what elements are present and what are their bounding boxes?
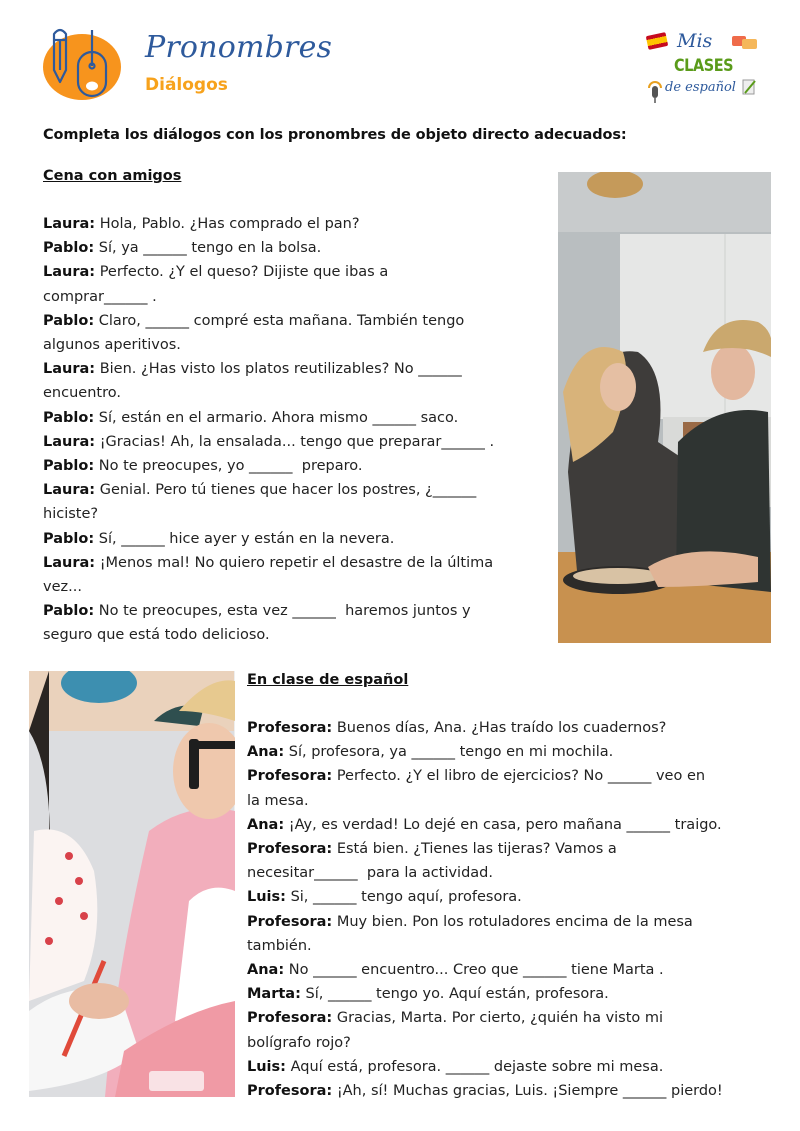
speaker-name: Laura: xyxy=(43,433,96,450)
dialog-text: No te preocupes, esta vez ______ haremos juntos y xyxy=(94,603,471,620)
dialog-text: necesitar______ para la actividad. xyxy=(247,865,493,882)
brand-line2: CLASES xyxy=(674,56,734,76)
speaker-name: Pablo: xyxy=(43,409,95,426)
dialog-text: Si, ______ tengo aquí, profesora. xyxy=(285,889,522,906)
dialog-text: ¡Menos mal! No quiero repetir el desastre de la última xyxy=(95,554,494,571)
dialog-line xyxy=(247,934,723,958)
dialog-line xyxy=(43,212,494,236)
brand-line1: Mis xyxy=(677,30,713,52)
dialog-line xyxy=(43,236,494,260)
kitchen-couple-photo xyxy=(558,172,771,643)
dialog-text: ¡Gracias! Ah, la ensalada... tengo que preparar______ . xyxy=(95,433,495,450)
dialog-line xyxy=(247,813,723,837)
page-title: Pronombres xyxy=(145,30,333,65)
dialog-line xyxy=(43,623,494,647)
speaker-name: Luis: xyxy=(247,889,286,906)
dialog-line xyxy=(247,740,723,764)
dialog-line xyxy=(43,575,494,599)
dialog1 xyxy=(43,212,494,648)
speaker-name: Marta: xyxy=(247,986,301,1003)
microphone-icon xyxy=(647,78,663,104)
dialog1-title: Cena con amigos xyxy=(43,168,182,184)
dialog-line xyxy=(247,1079,723,1103)
dialog-line xyxy=(247,982,723,1006)
dialog-line xyxy=(43,309,494,333)
speaker-name: Pablo: xyxy=(43,530,95,547)
dialog-text: Aquí está, profesora. ______ dejaste sobre mi mesa. xyxy=(285,1058,664,1075)
dialog-line xyxy=(43,502,494,526)
dialog-text: algunos aperitivos. xyxy=(43,337,181,354)
dialog-line xyxy=(247,1006,723,1030)
dialog-text: Sí, ______ hice ayer y están en la nevera. xyxy=(94,530,395,547)
dialog-text: No te preocupes, yo ______ preparo. xyxy=(94,458,363,475)
speaker-name: Laura: xyxy=(43,361,96,378)
dialog-text: bolígrafo rojo? xyxy=(247,1034,351,1051)
dialog-line xyxy=(247,861,723,885)
dialog-text: Sí, están en el armario. Ahora mismo ______ saco. xyxy=(94,409,459,426)
dialog-line xyxy=(247,764,723,788)
speaker-name: Profesora: xyxy=(247,1083,333,1100)
chat-bubbles-icon xyxy=(731,34,759,52)
dialog2 xyxy=(247,716,723,1103)
dialog-text: Hola, Pablo. ¿Has comprado el pan? xyxy=(95,216,360,232)
dialog-line xyxy=(247,885,723,909)
dialog-text: ¡Ah, sí! Muchas gracias, Luis. ¡Siempre ______ pierdo! xyxy=(332,1083,723,1100)
speaker-name: Ana: xyxy=(247,744,285,761)
dialog-text: Perfecto. ¿Y el libro de ejercicios? No ______ veo en xyxy=(332,768,706,785)
dialog-line xyxy=(43,333,494,357)
dialog-text: la mesa. xyxy=(247,792,309,809)
classroom-teacher-photo xyxy=(29,671,235,1097)
speaker-name: Profesora: xyxy=(247,1010,333,1027)
dialog-line xyxy=(43,260,494,284)
dialog-text: hiciste? xyxy=(43,506,99,523)
speaker-name: Laura: xyxy=(43,554,96,571)
dialog-text: comprar______ . xyxy=(43,288,157,305)
dialog-text: seguro que está todo delicioso. xyxy=(43,627,270,644)
speaker-name: Pablo: xyxy=(43,458,95,475)
dialog-line xyxy=(43,381,494,405)
speaker-name: Pablo: xyxy=(43,240,95,257)
brand-logo xyxy=(645,28,763,106)
dialog-line xyxy=(43,599,494,623)
dialog-text: Claro, ______ compré esta mañana. También tengo xyxy=(94,312,465,329)
dialog-line xyxy=(43,478,494,502)
spain-flag-icon xyxy=(646,32,668,50)
dialog2-title: En clase de español xyxy=(247,672,409,688)
dialog-line xyxy=(247,958,723,982)
speaker-name: Ana: xyxy=(247,816,285,833)
speaker-name: Laura: xyxy=(43,264,96,281)
dialog-line xyxy=(247,837,723,861)
notepad-icon xyxy=(741,78,757,96)
dialog-line xyxy=(247,716,723,740)
dialog-line xyxy=(43,551,494,575)
dialog-text: encuentro. xyxy=(43,385,121,402)
dialog-text: Sí, ya ______ tengo en la bolsa. xyxy=(94,240,322,257)
dialog-line xyxy=(43,430,494,454)
dialog-text: Muy bien. Pon los rotuladores encima de la mesa xyxy=(332,913,693,930)
speaker-name: Pablo: xyxy=(43,312,95,329)
brand-line3: de español xyxy=(665,80,736,95)
speaker-name: Pablo: xyxy=(43,603,95,620)
instructions: Completa los diálogos con los pronombres de objeto directo adecuados: xyxy=(43,127,627,143)
dialog-text: también. xyxy=(247,937,312,954)
speaker-name: Profesora: xyxy=(247,841,333,858)
speaker-name: Profesora: xyxy=(247,913,333,930)
dialog-line xyxy=(43,285,494,309)
dialog-line xyxy=(247,1055,723,1079)
dialog-text: vez... xyxy=(43,579,82,596)
page-subtitle: Diálogos xyxy=(145,75,228,95)
speaker-name: Laura: xyxy=(43,482,96,499)
dialog-text: Sí, ______ tengo yo. Aquí están, profesora. xyxy=(300,986,609,1003)
dialog-line xyxy=(43,357,494,381)
speaker-name: Profesora: xyxy=(247,720,333,736)
dialog-line xyxy=(43,406,494,430)
dialog-text: No ______ encuentro... Creo que ______ tiene Marta . xyxy=(284,962,664,979)
dialog-text: Gracias, Marta. Por cierto, ¿quién ha visto mi xyxy=(332,1010,664,1027)
dialog-line xyxy=(247,789,723,813)
dialog-line xyxy=(43,454,494,478)
dialog-text: Buenos días, Ana. ¿Has traído los cuadernos? xyxy=(332,720,667,736)
dialog-text: Sí, profesora, ya ______ tengo en mi mochila. xyxy=(284,744,614,761)
speaker-name: Profesora: xyxy=(247,768,333,785)
speaker-name: Ana: xyxy=(247,962,285,979)
dialog-text: Genial. Pero tú tienes que hacer los postres, ¿______ xyxy=(95,482,477,499)
dialog-line xyxy=(247,1031,723,1055)
dialog-line xyxy=(247,910,723,934)
dialog-line xyxy=(43,527,494,551)
dialog-text: Está bien. ¿Tienes las tijeras? Vamos a xyxy=(332,841,617,858)
speaker-name: Luis: xyxy=(247,1058,286,1075)
dialog-text: Perfecto. ¿Y el queso? Dijiste que ibas a xyxy=(95,264,389,281)
speaker-name: Laura: xyxy=(43,216,96,232)
dialog-text: ¡Ay, es verdad! Lo dejé en casa, pero mañana ______ traigo. xyxy=(284,816,722,833)
dialog-text: Bien. ¿Has visto los platos reutilizables? No ______ xyxy=(95,361,462,378)
pencil-mouse-logo-icon xyxy=(42,22,132,104)
